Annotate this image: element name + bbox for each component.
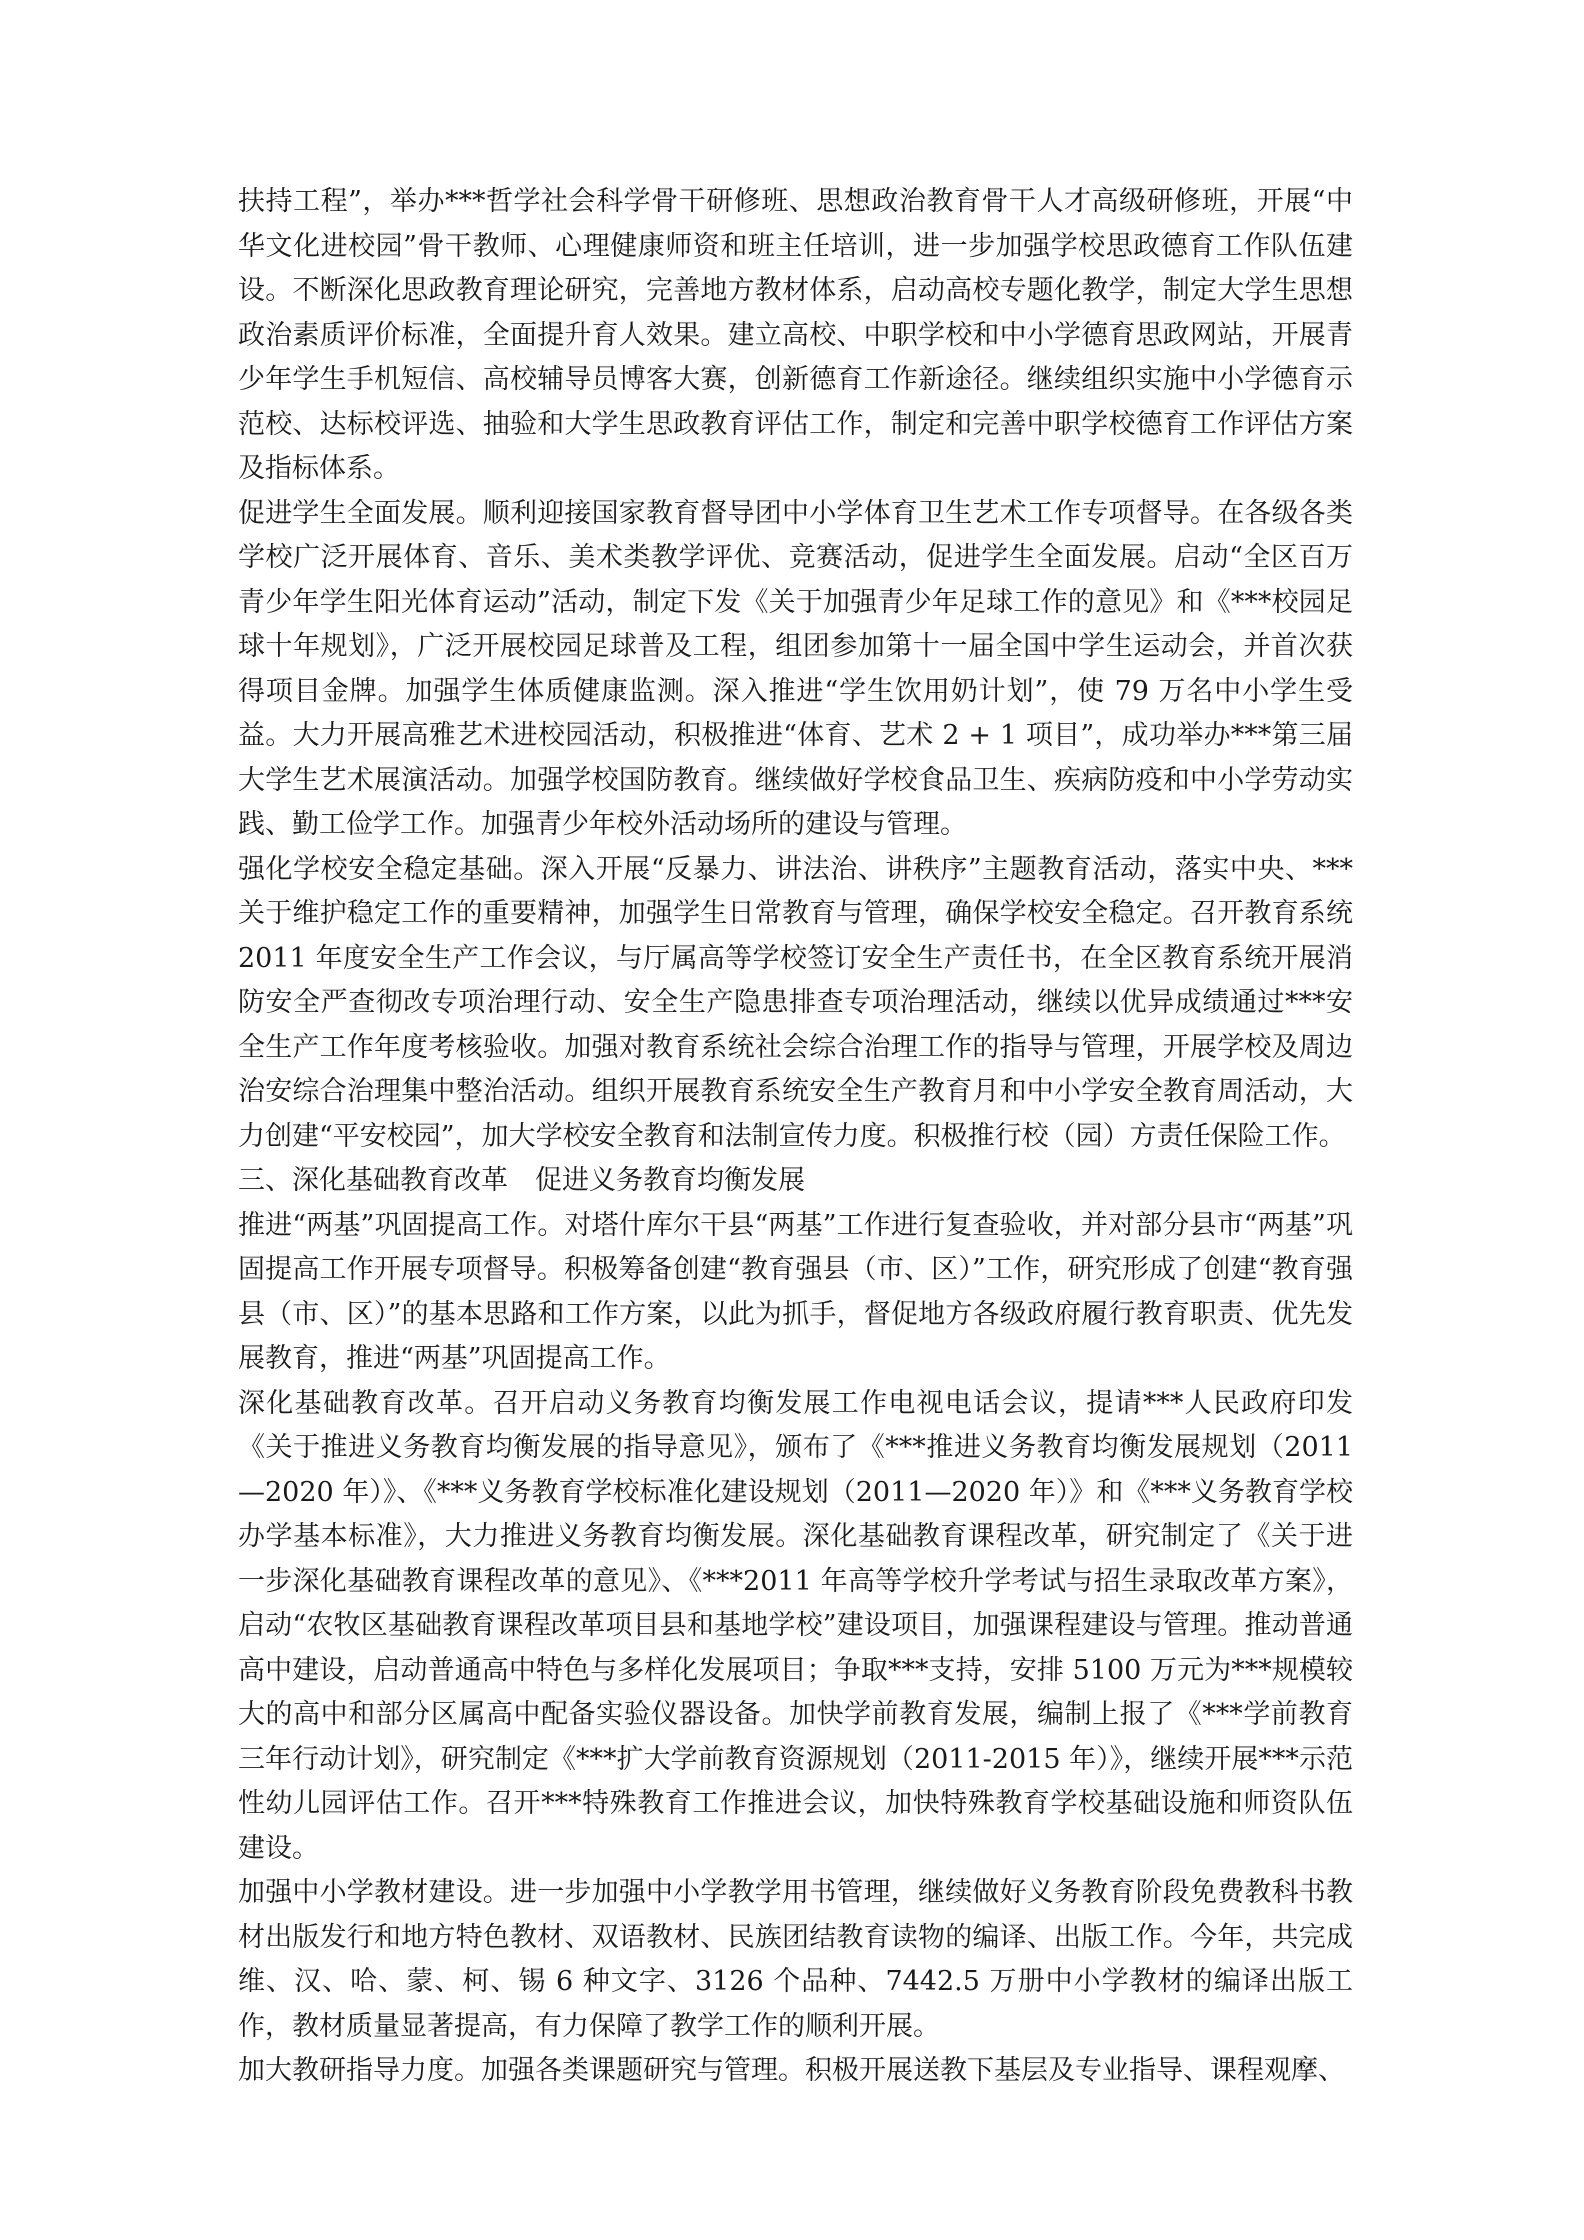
paragraph-teaching-research: 加大教研指导力度。加强各类课题研究与管理。积极开展送教下基层及专业指导、课程观摩、 xyxy=(238,2055,1345,2086)
paragraph-deepen-reform: 深化基础教育改革。召开启动义务教育均衡发展工作电视电话会议，提请***人民政府印发《关于推进义务教育均衡发展的指导意见》，颁布了《***推进义务教育均衡发展规划（2011—2020 年）》、《***义务教育学校标准化建设规划（2011—2020 年）》和《***义务教育学校办学基本标准》，大力推进义务教育均衡发展。深化基础教育课程改革，研究制定了《关于进一步深化基础教育课程改革的意见》、《***2011 年高等学校升学考试与招生录取改革方案》，启动“农牧区基础教育课程改革项目县和基地学校”建设项目，加强课程建设与管理。推动普通高中建设，启动普通高中特色与多样化发展项目；争取***支持，安排 5100 万元为***规模较大的高中和部分区属高中配备实验仪器设备。加快学前教育发展，编制上报了《***学前教育三年行动计划》，研究制定《***扩大学前教育资源规划（2011-2015 年）》，继续开展***示范性幼儿园评估工作。召开***特殊教育工作推进会议，加快特殊教育学校基础设施和师资队伍建设。 xyxy=(238,1387,1353,1864)
paragraph-school-safety: 强化学校安全稳定基础。深入开展“反暴力、讲法治、讲秩序”主题教育活动，落实中央、***关于维护稳定工作的重要精神，加强学生日常教育与管理，确保学校安全稳定。召开教育系统 2011 年度安全生产工作会议，与厅属高等学校签订安全生产责任书，在全区教育系统开展消防安全严查彻改专项治理行动、安全生产隐患排查专项治理活动，继续以优异成绩通过***安全生产工作年度考核验收。加强对教育系统社会综合治理工作的指导与管理，开展学校及周边治安综合治理集中整治活动。组织开展教育系统安全生产教育月和中小学安全教育周活动，大力创建“平安校园”，加大学校安全教育和法制宣传力度。积极推行校（园）方责任保险工作。 xyxy=(238,853,1353,1152)
paragraph-moral-education-team: 扶持工程”，举办***哲学社会科学骨干研修班、思想政治教育骨干人才高级研修班，开展“中华文化进校园”骨干教师、心理健康师资和班主任培训，进一步加强学校思政德育工作队伍建设。不断深化思政教育理论研究，完善地方教材体系，启动高校专题化教学，制定大学生思想政治素质评价标准，全面提升育人效果。建立高校、中职学校和中小学德育思政网站，开展青少年学生手机短信、高校辅导员博客大赛，创新德育工作新途径。继续组织实施中小学德育示范校、达标校评选、抽验和大学生思政教育评估工作，制定和完善中职学校德育工作评估方案及指标体系。 xyxy=(238,186,1353,484)
paragraph-student-development: 促进学生全面发展。顺利迎接国家教育督导团中小学体育卫生艺术工作专项督导。在各级各类学校广泛开展体育、音乐、美术类教学评优、竞赛活动，促进学生全面发展。启动“全区百万青少年学生阳光体育运动”活动，制定下发《关于加强青少年足球工作的意见》和《***校园足球十年规划》，广泛开展校园足球普及工程，组团参加第十一届全国中学生运动会，并首次获得项目金牌。加强学生体质健康监测。深入推进“学生饮用奶计划”，使 79 万名中小学生受益。大力开展高雅艺术进校园活动，积极推进“体育、艺术 2 + 1 项目”，成功举办***第三届大学生艺术展演活动。加强学校国防教育。继续做好学校食品卫生、疾病防疫和中小学劳动实践、勤工俭学工作。加强青少年校外活动场所的建设与管理。 xyxy=(238,497,1353,840)
document-body xyxy=(238,180,1353,2094)
section-heading-basic-education-reform: 三、深化基础教育改革 促进义务教育均衡发展 xyxy=(238,1165,805,1196)
paragraph-two-basics: 推进“两基”巩固提高工作。对塔什库尔干县“两基”工作进行复查验收，并对部分县市“两基”巩固提高工作开展专项督导。积极筹备创建“教育强县（市、区）”工作，研究形成了创建“教育强县（市、区）”的基本思路和工作方案，以此为抓手，督促地方各级政府履行教育职责、优先发展教育，推进“两基”巩固提高工作。 xyxy=(238,1209,1353,1374)
paragraph-textbook-construction: 加强中小学教材建设。进一步加强中小学教学用书管理，继续做好义务教育阶段免费教科书教材出版发行和地方特色教材、双语教材、民族团结教育读物的编译、出版工作。今年，共完成维、汉、哈、蒙、柯、锡 6 种文字、3126 个品种、7442.5 万册中小学教材的编译出版工作，教材质量显著提高，有力保障了教学工作的顺利开展。 xyxy=(238,1877,1353,2042)
